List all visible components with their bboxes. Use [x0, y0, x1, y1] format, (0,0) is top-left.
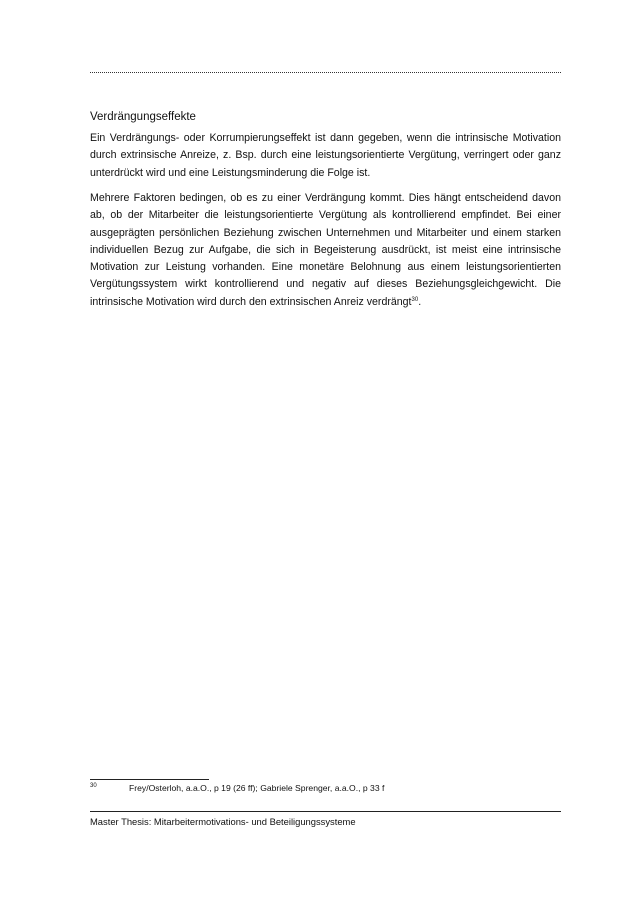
footnote-separator	[90, 779, 209, 780]
footnote-reference[interactable]: 30	[411, 296, 419, 303]
header-dotted-rule	[90, 72, 561, 73]
footnote-number: 30	[90, 783, 97, 789]
paragraph-2-text: Mehrere Faktoren bedingen, ob es zu einer Verdrängung kommt. Dies hängt entscheidend davon ab, ob der Mitarbeiter die leistungsorientierte Vergütung als kontrollierend empfindet. Bei einer ausgeprägten persönlichen Beziehung zwischen Unternehmen und Mitarbeiter und einem starken individuellen Bezug zur Aufgabe, die sich in Begeisterung ausdrückt, ist meist eine intrinsische Motivation zur Leistung vorhanden. Eine monetäre Belohnung aus einem leistungsorientierten Vergütungssystem wirkt kontrollierend und negativ auf dieses Beziehungsgleichgewicht. Die intrinsische Motivation wird durch den extrinsischen Anreiz verdrängt	[90, 192, 561, 308]
paragraph-2	[90, 190, 561, 311]
paragraph-1: Ein Verdrängungs- oder Korrumpierungseffekt ist dann gegeben, wenn die intrinsische Motivation durch extrinsische Anreize, z. Bsp. durch eine leistungsorientierte Vergütung, verringert oder ganz unterdrückt wird und eine Leistungsminderung die Folge ist.	[90, 132, 561, 179]
section-heading: Verdrängungseffekte	[90, 111, 196, 123]
paragraph-2-end: .	[418, 295, 422, 308]
footnote-text: Frey/Osterloh, a.a.O., p 19 (26 ff); Gabriele Sprenger, a.a.O., p 33 f	[129, 783, 385, 793]
footer-rule	[90, 811, 561, 812]
page-footer: Master Thesis: Mitarbeitermotivations- und Beteiligungssysteme	[90, 816, 356, 827]
